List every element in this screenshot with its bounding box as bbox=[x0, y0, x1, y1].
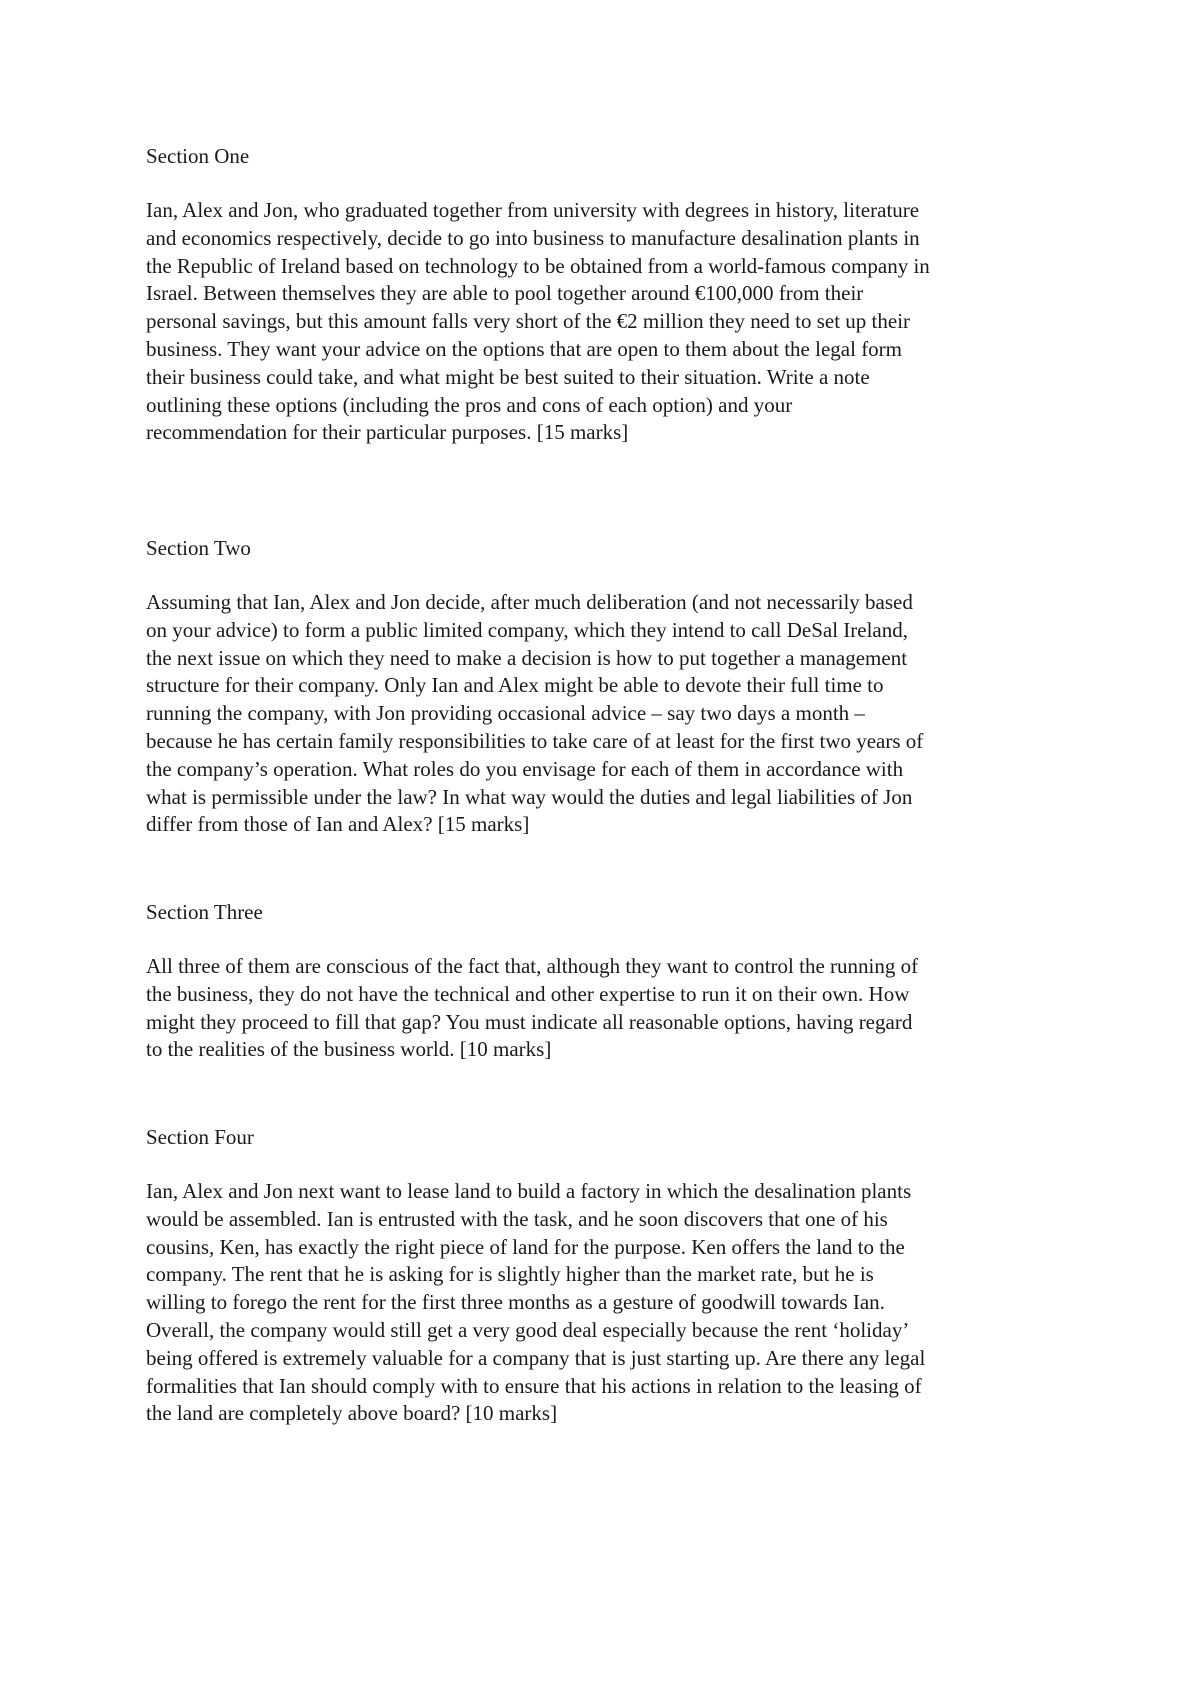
section-four-line: Ian, Alex and Jon next want to lease land to build a factory in which the desalination plants bbox=[146, 1179, 912, 1203]
section-four-body bbox=[146, 1178, 925, 1428]
section-four-line: cousins, Ken, has exactly the right piece of land for the purpose. Ken offers the land to the bbox=[146, 1234, 905, 1259]
section-two-line: because he has certain family responsibilities to take care of at least for the first two years of bbox=[146, 728, 924, 753]
section-two-line: the next issue on which they need to make a decision is how to put together a management bbox=[146, 645, 908, 670]
section-two-line: the company’s operation. What roles do you envisage for each of them in accordance with bbox=[146, 756, 904, 781]
section-four-heading: Section Four bbox=[146, 1125, 254, 1149]
section-three-heading: Section Three bbox=[146, 900, 263, 924]
section-two-body bbox=[146, 589, 923, 839]
section-two-line: what is permissible under the law? In what way would the duties and legal liabilities of Jon bbox=[146, 784, 913, 809]
section-one-line: business. They want your advice on the options that are open to them about the legal form bbox=[146, 336, 903, 361]
section-one-line: the Republic of Ireland based on technology to be obtained from a world-famous company in bbox=[146, 253, 930, 278]
section-one-line: their business could take, and what might be best suited to their situation. Write a note bbox=[146, 364, 870, 389]
section-one-line: and economics respectively, decide to go into business to manufacture desalination plants in bbox=[146, 225, 920, 250]
section-two-line: structure for their company. Only Ian and Alex might be able to devote their full time to bbox=[146, 673, 884, 698]
section-three-line: the business, they do not have the technical and other expertise to run it on their own. How bbox=[146, 981, 910, 1006]
section-one-line: outlining these options (including the pros and cons of each option) and your bbox=[146, 392, 793, 417]
section-three-line: All three of them are conscious of the fact that, although they want to control the running of bbox=[146, 954, 919, 978]
section-three-line: might they proceed to fill that gap? You must indicate all reasonable options, having regard bbox=[146, 1009, 913, 1034]
section-two-heading: Section Two bbox=[146, 536, 251, 560]
section-two-line: Assuming that Ian, Alex and Jon decide, after much deliberation (and not necessarily based bbox=[146, 590, 913, 614]
section-four-line: Overall, the company would still get a very good deal especially because the rent ‘holiday’ bbox=[146, 1317, 910, 1342]
section-four-line: company. The rent that he is asking for is slightly higher than the market rate, but he is bbox=[146, 1262, 874, 1287]
section-one-heading: Section One bbox=[146, 144, 250, 168]
section-one-line: personal savings, but this amount falls very short of the €2 million they need to set up their bbox=[146, 309, 911, 334]
section-four-line: would be assembled. Ian is entrusted with the task, and he soon discovers that one of his bbox=[146, 1206, 888, 1231]
section-one-line: Israel. Between themselves they are able to pool together around €100,000 from their bbox=[146, 281, 864, 306]
section-one-line: recommendation for their particular purposes. [15 marks] bbox=[146, 420, 629, 445]
section-four-line: being offered is extremely valuable for a company that is just starting up. Are there any legal bbox=[146, 1345, 926, 1370]
section-four-line: willing to forego the rent for the first three months as a gesture of goodwill towards Ian. bbox=[146, 1290, 885, 1315]
section-one-body bbox=[146, 197, 930, 447]
section-four-line: formalities that Ian should comply with to ensure that his actions in relation to the leasing of bbox=[146, 1373, 922, 1398]
section-two-line: differ from those of Ian and Alex? [15 marks] bbox=[146, 812, 530, 837]
section-three-body bbox=[146, 953, 918, 1064]
section-four-line: the land are completely above board? [10 marks] bbox=[146, 1401, 558, 1426]
section-one-line: Ian, Alex and Jon, who graduated together from university with degrees in history, literature bbox=[146, 198, 920, 222]
section-two-line: running the company, with Jon providing occasional advice – say two days a month – bbox=[146, 701, 865, 726]
section-two-line: on your advice) to form a public limited company, which they intend to call DeSal Ireland, bbox=[146, 617, 908, 642]
section-three-line: to the realities of the business world. [10 marks] bbox=[146, 1037, 552, 1062]
